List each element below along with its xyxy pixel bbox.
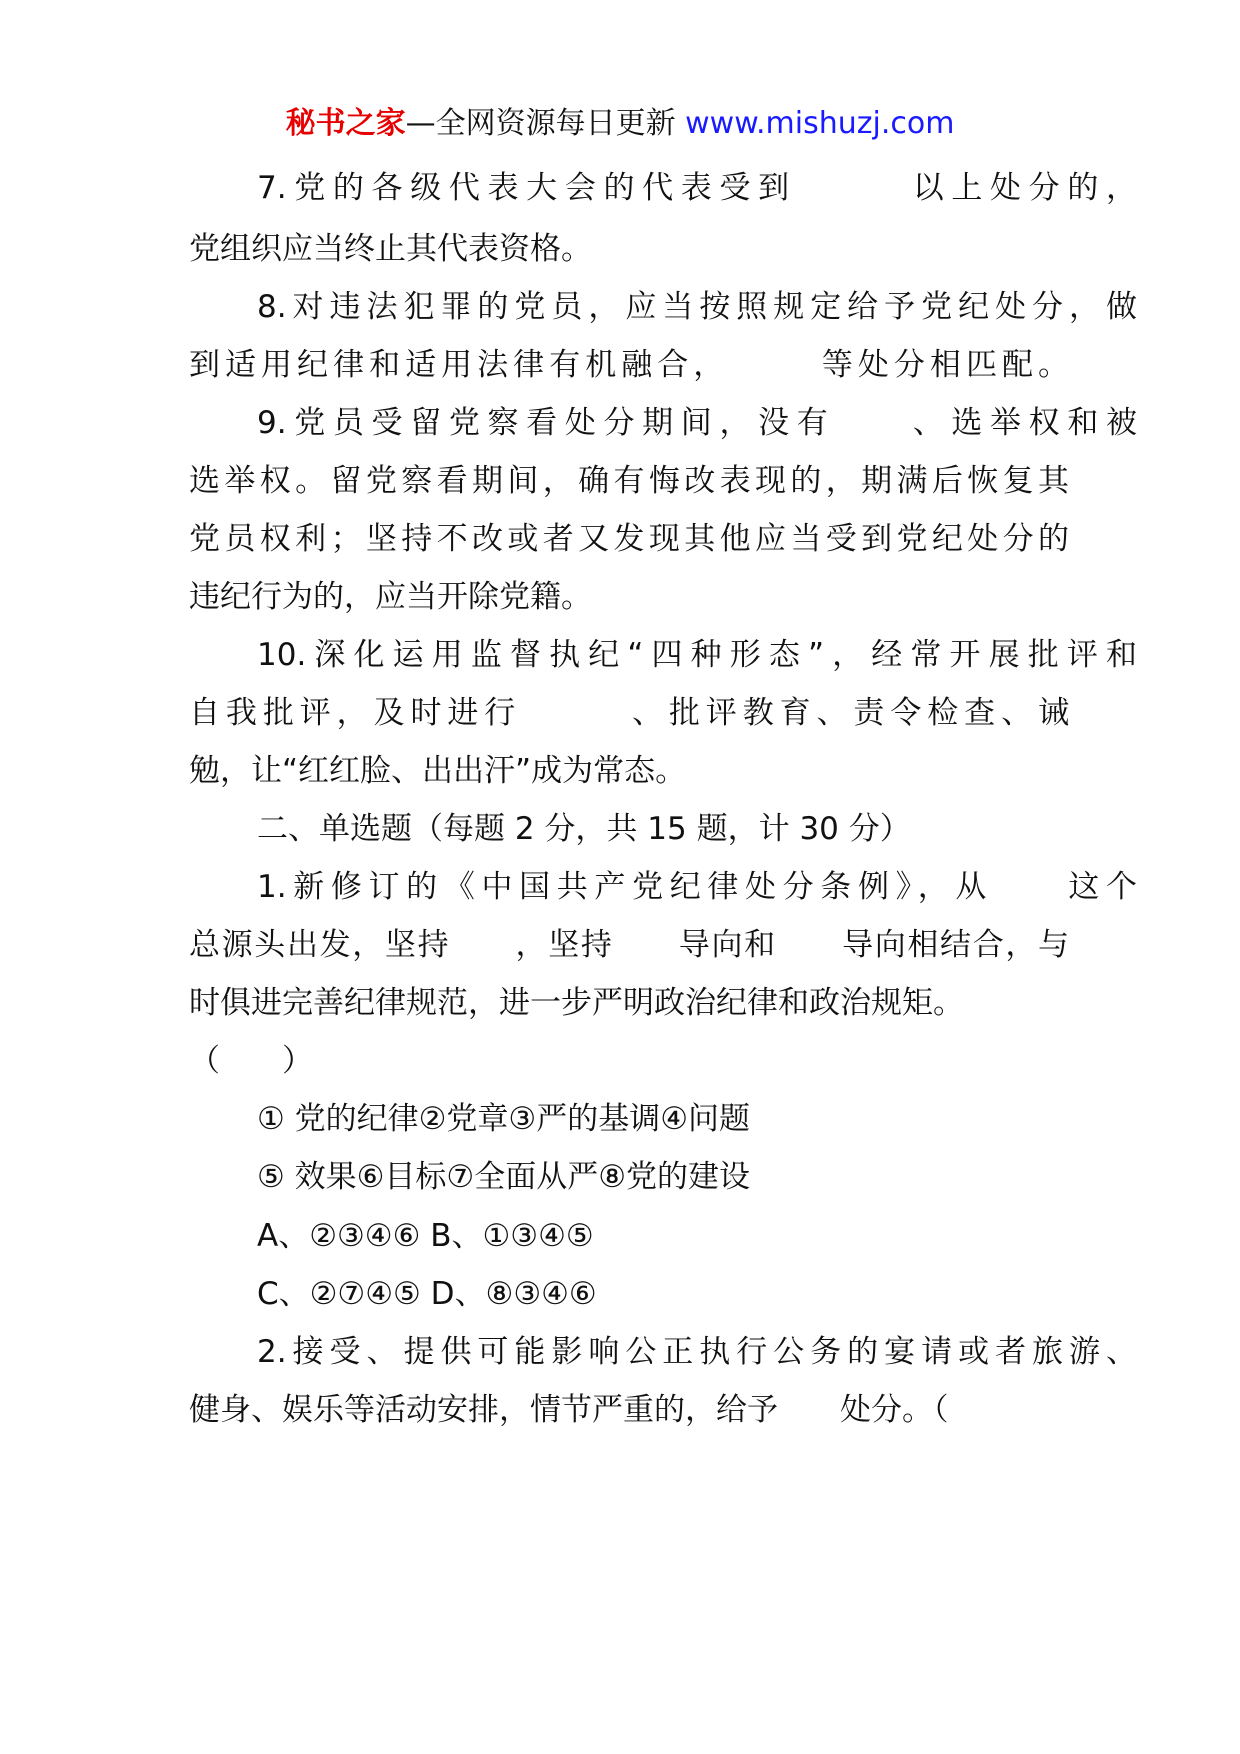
q7-line-1: 7.党的各级代表大会的代表受到 以上处分的，	[257, 170, 1137, 206]
mc1-options-ab: A、②③④⑥ B、①③④⑤	[257, 1218, 594, 1254]
q10-line-3: 勉，让“红红脸、出出汗”成为常态。	[189, 753, 687, 789]
mc1-line-1: 1.新修订的《中国共产党纪律处分条例》，从 这个	[257, 869, 1137, 905]
q10-line-1: 10.深化运用监督执纪“四种形态”，经常开展批评和	[257, 637, 1137, 673]
site-tagline: —全网资源每日更新	[405, 106, 686, 141]
site-brand: 秘书之家	[285, 106, 406, 141]
q9-line-3: 党员权利；坚持不改或者又发现其他应当受到党纪处分的	[189, 521, 1069, 557]
q8-line-2: 到适用纪律和适用法律有机融合， 等处分相匹配。	[189, 347, 1069, 383]
section-heading: 二、单选题（每题 2 分，共 15 题，计 30 分）	[257, 811, 911, 847]
q10-line-2: 自我批评，及时进行 、批评教育、责令检查、诫	[189, 695, 1069, 731]
site-url-link[interactable]: www.mishuzj.com	[685, 106, 955, 141]
q9-line-1: 9.党员受留党察看处分期间，没有 、选举权和被	[257, 405, 1137, 441]
q8-line-1: 8.对违法犯罪的党员，应当按照规定给予党纪处分，做	[257, 289, 1137, 325]
mc2-line-2: 健身、娱乐等活动安排，情节严重的，给予 处分。（	[189, 1392, 949, 1428]
q9-line-2: 选举权。留党察看期间，确有悔改表现的，期满后恢复其	[189, 463, 1069, 499]
mc1-line-3: 时俱进完善纪律规范，进一步严明政治纪律和政治规矩。	[189, 985, 964, 1021]
site-header	[0, 104, 1240, 144]
mc2-line-1: 2.接受、提供可能影响公正执行公务的宴请或者旅游、	[257, 1334, 1137, 1370]
q7-line-2: 党组织应当终止其代表资格。	[189, 231, 592, 267]
mc1-answer-blank: （ ）	[189, 1043, 313, 1079]
mc1-options-cd: C、②⑦④⑤ D、⑧③④⑥	[257, 1276, 597, 1312]
mc1-items-1: ① 党的纪律②党章③严的基调④问题	[257, 1101, 751, 1137]
mc1-line-2: 总源头出发，坚持 ，坚持 导向和 导向相结合，与	[189, 927, 1069, 963]
mc1-items-2: ⑤ 效果⑥目标⑦全面从严⑧党的建设	[257, 1159, 751, 1195]
q9-line-4: 违纪行为的，应当开除党籍。	[189, 579, 592, 615]
